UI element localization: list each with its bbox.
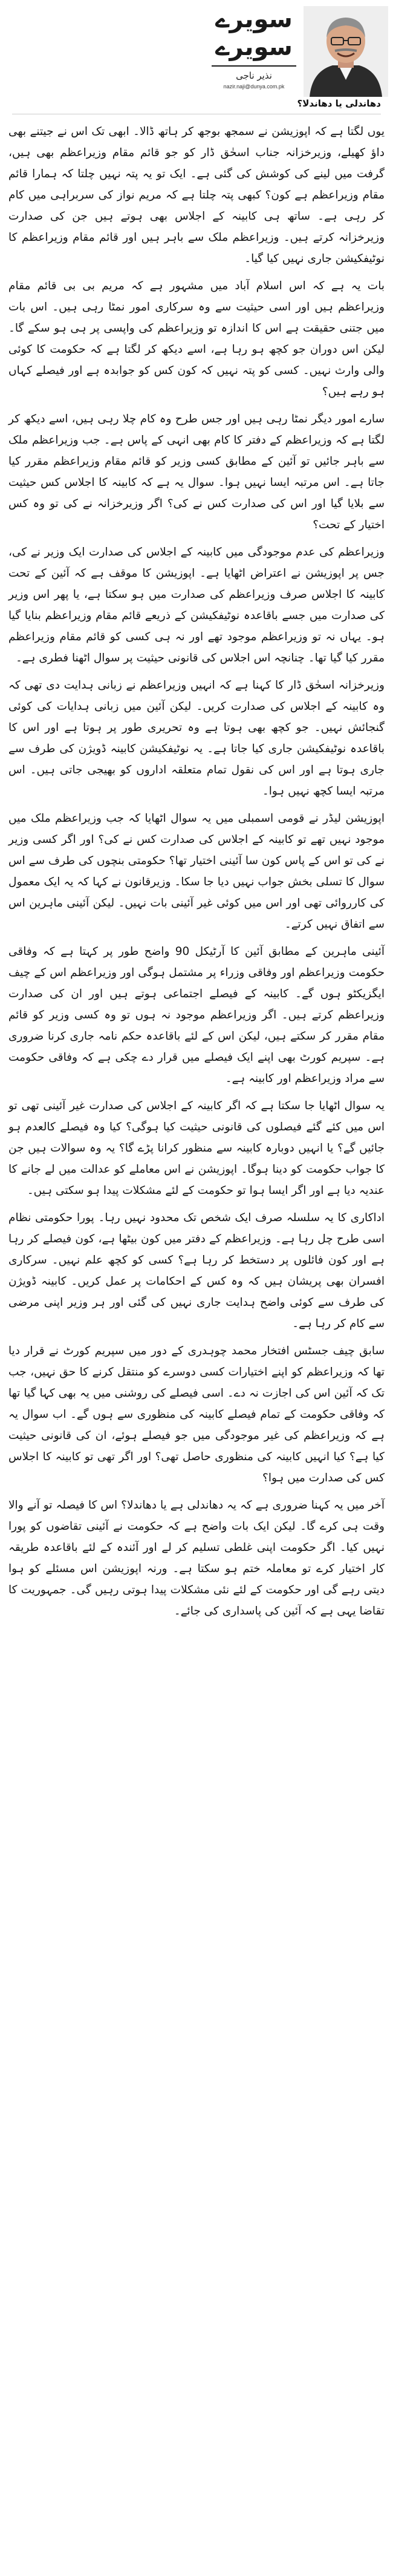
article-paragraph: اپوزیشن لیڈر نے قومی اسمبلی میں یہ سوال اٹھایا کہ جب وزیراعظم ملک میں موجود نہیں تھے تو کابینہ کے اجلاس کی صدارت کس نے کی؟ اور اگر کسی وزیر نے کی تو اس کے پاس کون سا آئینی اختیار تھا؟ حکومتی بنچوں کی طرف سے اس سوال کا تسلی بخش جواب نہیں دیا جا سکا۔ وزیرقانون نے کہا کہ یہ ایک معمول کی کارروائی تھی اور اس میں کوئی غیر آئینی بات نہیں۔ لیکن آئینی ماہرین اس سے اتفاق نہیں کرتے۔ xyxy=(8,812,385,931)
article-paragraph: بات یہ ہے کہ اس اسلام آباد میں مشہور ہے کہ مریم بی بی قائم مقام وزیراعظم ہیں اور اسی حیثیت سے وہ سرکاری امور نمٹا رہی ہیں۔ اس بات میں جتنی حقیقت ہے اس کا اندازہ تو وزیراعظم کی واپسی پر ہی ہو سکے گا۔ لیکن اس دوران جو کچھ ہو رہا ہے، اسے دیکھ کر لگتا ہے کہ حکومت کا کوئی والی وارث نہیں۔ کسی کو پتہ نہیں کہ کون کس کو جوابدہ ہے اور فیصلے کہاں ہو رہے ہیں؟ xyxy=(8,280,385,398)
article-paragraph: آخر میں یہ کہنا ضروری ہے کہ یہ دھاندلی ہے یا دھاندلا؟ اس کا فیصلہ تو آنے والا وقت ہی کرے گا۔ لیکن ایک بات واضح ہے کہ حکومت نے آئینی تقاضوں کو پورا نہیں کیا۔ اگر حکومت اپنی غلطی تسلیم کر لے اور آئندہ کے لئے باقاعدہ طریقہ کار اختیار کرے تو معاملہ ختم ہو سکتا ہے۔ ورنہ اپوزیشن اس مسئلے کو ہوا دیتی رہے گی اور حکومت کے لئے نئی مشکلات پیدا ہوتی رہیں گی۔ جمہوریت کا تقاضا یہی ہے کہ آئین کی پاسداری کی جائے۔ xyxy=(8,1499,385,1617)
article-headline: دھاندلی یا دھاندلا؟ xyxy=(12,98,381,114)
column-header xyxy=(0,0,393,91)
column-title-line1: سویرے xyxy=(215,5,293,33)
article-paragraph: سابق چیف جسٹس افتخار محمد چوہدری کے دور میں سپریم کورٹ نے قرار دیا تھا کہ وزیراعظم کو اپنے اختیارات کسی دوسرے کو منتقل کرنے کا حق نہیں، جب تک کہ آئین اس کی اجازت نہ دے۔ اسی فیصلے کی روشنی میں یہ بھی کہا گیا تھا کہ وفاقی حکومت کے تمام فیصلے کابینہ کی منظوری سے ہوں گے۔ اب سوال یہ ہے کہ وزیراعظم کی غیر موجودگی میں جو فیصلے ہوئے، ان کی قانونی حیثیت کیا ہے؟ کیا انہیں کابینہ کی منظوری حاصل تھی؟ اور اگر تھی تو کابینہ کا اجلاس کس کی صدارت میں ہوا؟ xyxy=(8,1345,385,1484)
column-title xyxy=(209,6,299,61)
article-body xyxy=(8,121,385,1628)
author-name: نذیر ناجی xyxy=(236,70,272,81)
author-email: nazir.naji@dunya.com.pk xyxy=(223,84,285,90)
article-paragraph: یوں لگتا ہے کہ اپوزیشن نے سمجھ بوجھ کر ہاتھ ڈالا۔ ابھی تک اس نے جیتنے بھی داؤ کھیلے، وزیرخزانہ جناب اسحٰق ڈار کو جو قائم مقام وزیراعظم بھی ہیں، گرفت میں لینے کی کوشش کی گئی ہے۔ ایک تو یہ پتہ نہیں چلتا کہ ہمارا قائم مقام وزیراعظم ہے کون؟ کبھی پتہ چلتا ہے کہ مریم نواز کی سربراہی میں کام کر رہی ہے۔ ساتھ ہی کابینہ کے اجلاس بھی ہوتے ہیں جن کی صدارت وزیرخزانہ کرتے ہیں۔ وزیراعظم ملک سے باہر ہیں اور قائم مقام وزیراعظم کا نوٹیفکیشن جاری نہیں کیا گیا۔ xyxy=(8,125,385,265)
article-paragraph: وزیراعظم کی عدم موجودگی میں کابینہ کے اجلاس کی صدارت ایک وزیر نے کی، جس پر اپوزیشن نے اعتراض اٹھایا ہے۔ اپوزیشن کا موقف ہے کہ آئین کے تحت کابینہ کا اجلاس صرف وزیراعظم کی صدارت میں ہو سکتا ہے، یا پھر اس وزیر کی صدارت میں جسے باقاعدہ نوٹیفکیشن کے ذریعے قائم مقام وزیراعظم بنایا گیا ہو۔ یہاں نہ تو وزیراعظم موجود تھے اور نہ ہی کسی کو قائم مقام وزیراعظم مقرر کیا گیا تھا۔ چنانچہ اس اجلاس کی قانونی حیثیت پر سوال اٹھنا فطری ہے۔ xyxy=(8,546,385,664)
article-paragraph: اداکاری کا یہ سلسلہ صرف ایک شخص تک محدود نہیں رہا۔ پورا حکومتی نظام اسی طرح چل رہا ہے۔ وزیراعظم کے دفتر میں کون بیٹھا ہے، کون فیصلے کر رہا ہے اور کون فائلوں پر دستخط کر رہا ہے؟ کسی کو کچھ علم نہیں۔ سرکاری افسران بھی پریشان ہیں کہ وہ کس کے احکامات پر عمل کریں۔ کابینہ ڈویژن کی طرف سے کوئی واضح ہدایت جاری نہیں کی گئی اور ہر وزیر اپنی مرضی سے کام کر رہا ہے۔ xyxy=(8,1211,385,1330)
author-portrait-icon xyxy=(304,6,388,97)
title-divider xyxy=(212,65,296,67)
article-paragraph: سارے امور دیگر نمٹا رہی ہیں اور جس طرح وہ کام چلا رہی ہیں، اسے دیکھ کر لگتا ہے کہ وزیراعظم کے دفتر کا کام بھی انہی کے پاس ہے۔ جب وزیراعظم ملک سے باہر جائیں تو آئین کے مطابق کسی وزیر کو قائم مقام وزیراعظم مقرر کیا جاتا ہے۔ اس مرتبہ ایسا نہیں ہوا۔ سوال یہ ہے کہ کابینہ کا اجلاس کس حیثیت سے بلایا گیا اور اس کی صدارت کس نے کی؟ اگر وزیرخزانہ نے کی تو وہ کس اختیار کے تحت؟ xyxy=(8,413,385,531)
column-title-line2: سویرے xyxy=(215,33,293,61)
article-paragraph: وزیرخزانہ اسحٰق ڈار کا کہنا ہے کہ انہیں وزیراعظم نے زبانی ہدایت دی تھی کہ وہ کابینہ کے اجلاس کی صدارت کریں۔ لیکن آئین میں زبانی ہدایات کی کوئی گنجائش نہیں۔ جو کچھ بھی ہوتا ہے وہ تحریری طور پر ہوتا ہے اور اس کا باقاعدہ نوٹیفکیشن جاری کیا جاتا ہے۔ یہ نوٹیفکیشن کابینہ ڈویژن کی طرف سے جاری ہوتا ہے اور اس کی نقول تمام متعلقہ اداروں کو بھیجی جاتی ہیں۔ اس مرتبہ ایسا کچھ نہیں ہوا۔ xyxy=(8,679,385,798)
author-photo xyxy=(304,6,388,97)
article-paragraph: یہ سوال اٹھایا جا سکتا ہے کہ اگر کابینہ کے اجلاس کی صدارت غیر آئینی تھی تو اس میں کئے گئے فیصلوں کی قانونی حیثیت کیا ہوگی؟ کیا وہ فیصلے کالعدم ہو جائیں گے؟ یا انہیں دوبارہ کابینہ سے منظور کرانا پڑے گا؟ یہ وہ سوالات ہیں جن کا جواب حکومت کو دینا ہوگا۔ اپوزیشن نے اس معاملے کو عدالت میں لے جانے کا عندیہ دیا ہے اور اگر ایسا ہوا تو حکومت کے لئے مشکلات پیدا ہو سکتی ہیں۔ xyxy=(8,1100,385,1197)
article-paragraph: آئینی ماہرین کے مطابق آئین کا آرٹیکل 90 واضح طور پر کہتا ہے کہ وفاقی حکومت وزیراعظم اور وفاقی وزراء پر مشتمل ہوگی اور وزیراعظم اس کے چیف ایگزیکٹو ہوں گے۔ کابینہ کے فیصلے اجتماعی ہوتے ہیں اور ان کی صدارت وزیراعظم کرتے ہیں۔ اگر وزیراعظم موجود نہ ہوں تو وہ کسی وزیر کو قائم مقام مقرر کر سکتے ہیں، لیکن اس کے لئے باقاعدہ حکم نامہ جاری کرنا ضروری ہے۔ سپریم کورٹ بھی اپنے ایک فیصلے میں قرار دے چکی ہے کہ وفاقی حکومت سے مراد وزیراعظم اور کابینہ ہے۔ xyxy=(8,945,385,1085)
